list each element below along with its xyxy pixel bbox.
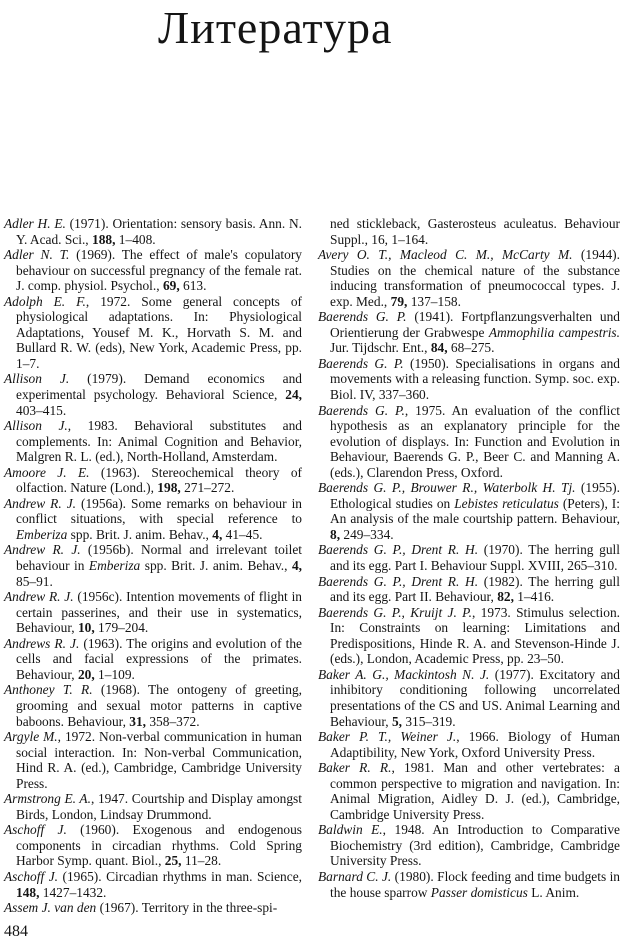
reference-volume: 84, [430, 340, 448, 356]
reference-volume: 31, [129, 713, 147, 729]
reference-text: , 1973. Stimulus selection. In: Constraints on learning: Limitations and Predispositions, Hinde R. A. and Stevenson-Hinde J. (eds.), London, Academic Press, pp. 23–50. [330, 604, 620, 667]
reference-volume: 4, [291, 558, 302, 574]
reference-pages: 179–204. [94, 620, 149, 636]
reference-species: Emberiza [88, 558, 141, 574]
reference-text: , 1972. Non-verbal communication in human social interaction. In: Non-verbal Communication, Hind R. A. (ed.), Cambridge, Cambridge University Press. [16, 729, 303, 791]
reference-author: Baldwin E. [318, 822, 383, 838]
reference-text: (1969). The effect of male's copulatory behaviour on successful pregnancy of the female rat. J. comp. physiol. Psychol., [16, 247, 302, 294]
reference-author: Barnard C. J. [318, 868, 392, 884]
reference-text: (1944). Studies on the chemical nature of the substance inducing transformation of pneumococcal types. J. exp. Med., [330, 247, 620, 309]
reference-volume: 188, [92, 231, 116, 247]
reference-text: , 1972. Some general concepts of physiological adaptations. In: Physiological Adaptations, Yousef M. K., Horvath S. M. and Bullard R. W. (eds), New York, Academic Press, pp. 1–7. [16, 293, 302, 371]
reference-entry [4, 900, 302, 916]
reference-author: Baerends G. P. [318, 402, 405, 418]
reference-author: Baerends G. P., Drent R. H. [318, 573, 479, 589]
reference-entry [318, 356, 620, 403]
reference-pages: 315–319. [402, 713, 456, 729]
reference-entry [318, 542, 620, 573]
reference-author: Andrews R. J. [4, 635, 80, 651]
reference-species: Lebistes reticulatus [454, 495, 559, 511]
reference-volume: 148, [16, 884, 40, 900]
reference-volume: 24, [285, 387, 302, 403]
reference-entry [4, 589, 302, 636]
reference-entry [4, 294, 302, 372]
reference-author: Aschoff J. [4, 822, 67, 838]
reference-entry [4, 216, 302, 247]
reference-volume: 8, [330, 526, 341, 542]
reference-text: (1968). The ontogeny of greeting, grooming and sexual motor patterns in captive baboons. Behaviour, [16, 682, 302, 729]
reference-text: spp. Brit. J. anim. Behav., [67, 526, 213, 542]
reference-author: Baker A. G., Mackintosh N. J. [318, 666, 490, 682]
reference-author: Adler N. T. [4, 247, 70, 263]
reference-entry [318, 667, 620, 729]
reference-entry [4, 822, 302, 869]
reference-text: (1950). Specialisations in organs and movements with a releasing function. Symp. soc. exp. Biol. IV, 337–360. [330, 355, 620, 403]
reference-entry [318, 309, 620, 356]
reference-text: , 1947. Courtship and Display amongst Birds, London, Lindsay Drummond. [16, 791, 302, 822]
reference-volume: 82, [497, 589, 514, 605]
reference-volume: 4, [212, 526, 223, 542]
reference-entry [318, 247, 620, 309]
reference-author: Baerends G. P., Kruijt J. P. [318, 604, 472, 620]
reference-volume: 25, [164, 853, 182, 869]
reference-text: , 1981. Man and other vertebrates: a common perspective to migration and navigation. In: Animal Migration, Aidley D. J. (ed.), Cambridge, Cambridge University Press. [330, 760, 620, 822]
reference-text: (1955). Ethological studies on [330, 480, 620, 511]
reference-text: L. Anim. [527, 884, 580, 900]
reference-author: Andrew R. J. [4, 589, 74, 605]
reference-entry [4, 542, 302, 589]
reference-pages: 41–45. [222, 526, 263, 542]
reference-entry [4, 682, 302, 729]
reference-text: (1977). Excitatory and inhibitory conditioning following uncorrelated presentations of the CS and US. Animal Learning and Behaviour, [330, 666, 620, 729]
reference-volume: 5, [391, 713, 402, 729]
reference-text: (1980). Flock feeding and time budgets in the house sparrow [330, 868, 620, 900]
reference-text: , 1966. Biology of Human Adaptibility, New York, Oxford University Press. [330, 729, 620, 760]
reference-entry [4, 418, 302, 465]
reference-pages: 1–109. [94, 666, 135, 682]
reference-text: (1979). Demand economics and experimental psychology. Behavioral Science, [16, 371, 302, 403]
reference-entry [318, 729, 620, 760]
page-title: Литература [158, 2, 393, 53]
reference-text: (1963). Stereochemical theory of olfaction. Nature (Lond.), [16, 464, 302, 496]
reference-entry [4, 636, 302, 683]
reference-species: Passer domisticus [430, 884, 528, 900]
reference-entry [318, 480, 620, 542]
reference-author: Baerends G. P. [318, 355, 404, 371]
reference-text: , 1948. An Introduction to Comparative Biochemistry (3rd edition), Cambridge, Cambridge University Press. [330, 822, 620, 869]
reference-author: Andrew R. J. [4, 542, 81, 558]
reference-author: Armstrong E. A. [4, 791, 91, 807]
reference-author: Baker R. R. [318, 760, 392, 776]
reference-volume: 69, [162, 278, 180, 294]
reference-text: (1971). Orientation: sensory basis. Ann. N. Y. Acad. Sci., [16, 216, 302, 247]
reference-entry [4, 496, 302, 543]
reference-text: , 1983. Behavioral substitutes and complements. In: Animal Cognition and Behavior, Malgren R. L. (ed.), North-Holland, Amsterdam. [16, 418, 302, 465]
bibliography-right-column [318, 216, 620, 900]
reference-pages: 358–372. [146, 713, 200, 729]
reference-volume: 10, [77, 620, 95, 636]
reference-continuation: ned stickleback, Gasterosteus aculeatus. Behaviour Suppl., 16, 1–164. [330, 216, 620, 247]
reference-text: (1956b). Normal and irrelevant toilet behaviour in [16, 542, 302, 574]
reference-pages: 11–28. [181, 853, 222, 869]
reference-text: (1956c). Intention movements of flight in certain passerines, and their use in systematics, Behaviour, [16, 589, 302, 636]
reference-author: Andrew R. J. [4, 495, 76, 511]
reference-text: (1970). The herring gull and its egg. Part I. Behaviour Suppl. XVIII, 265–310. [330, 542, 620, 574]
reference-text: (1982). The herring gull and its egg. Part II. Behaviour, [330, 573, 620, 605]
reference-entry [4, 371, 302, 418]
reference-author: Assem J. van den [4, 900, 97, 916]
reference-entry [318, 822, 620, 869]
reference-author: Adolph E. F. [4, 293, 86, 309]
page-number: 484 [4, 923, 28, 940]
reference-pages: 1–408. [115, 231, 156, 247]
reference-text: spp. Brit. J. anim. Behav., [140, 558, 292, 574]
reference-text: (1967). Territory in the three-spi- [96, 900, 278, 916]
reference-text: Jur. Tijdschr. Ent., [330, 340, 431, 356]
reference-pages: 403–415. [16, 402, 67, 418]
reference-species: Ammophilia campestris. [488, 324, 620, 340]
reference-pages: 1427–1432. [39, 884, 107, 900]
reference-text: , 1975. An evaluation of the conflict hypothesis as an explanatory principle for the evolution of displays. In: Function and Evolution in Behaviour, Baerends G. P., Beer C. and Manning A. (eds.), Clarendon Press, Oxford. [330, 402, 620, 480]
reference-entry [318, 574, 620, 605]
reference-author: Adler H. E. [4, 216, 66, 231]
reference-entry [4, 791, 302, 822]
reference-entry [318, 760, 620, 822]
reference-pages: 1–416. [513, 589, 555, 605]
reference-volume: 20, [77, 666, 95, 682]
reference-entry [4, 247, 302, 294]
reference-author: Anthoney T. R. [4, 682, 93, 698]
reference-volume: 79, [390, 293, 408, 309]
reference-entry [4, 729, 302, 791]
reference-author: Amoore J. E. [4, 464, 90, 480]
reference-author: Baker P. T., Weiner J. [318, 729, 457, 745]
reference-author: Argyle M. [4, 729, 58, 745]
reference-author: Avery O. T., Macleod C. M., McCarty M. [318, 247, 573, 263]
reference-author: Baerends G. P., Drent R. H. [318, 542, 479, 558]
reference-entry [318, 869, 620, 900]
reference-pages: 85–91. [16, 573, 53, 589]
reference-entry [4, 465, 302, 496]
reference-author: Aschoff J. [4, 868, 58, 884]
reference-text: (1965). Circadian rhythms in man. Science, [58, 868, 302, 884]
reference-text: (1963). The origins and evolution of the cells and facial expressions of the primates. Behaviour, [16, 635, 302, 682]
bibliography-left-column [4, 216, 302, 916]
reference-pages: 68–275. [447, 340, 495, 356]
reference-pages: 271–272. [180, 480, 235, 496]
reference-volume: 198, [157, 480, 181, 496]
reference-author: Allison J. [4, 418, 68, 434]
reference-entry [4, 869, 302, 900]
reference-entry [318, 403, 620, 481]
reference-pages: 613. [179, 278, 207, 294]
reference-author: Baerends G. P. [318, 309, 407, 325]
reference-text: (1941). Fortpflanzungsverhalten und Orientierung der Grabwespe [330, 309, 620, 340]
reference-author: Allison J. [4, 371, 70, 387]
reference-pages: 249–334. [340, 526, 394, 542]
reference-species: Emberiza [16, 526, 68, 542]
reference-author: Baerends G. P., Brouwer R., Waterbolk H. Tj. [318, 480, 576, 496]
reference-pages: 137–158. [407, 293, 461, 309]
reference-text: (1956a). Some remarks on behaviour in conflict situations, with special reference to [16, 495, 302, 527]
reference-text: (1960). Exogenous and endogenous components in circadian rhythms. Cold Spring Harbor Symp. quant. Biol., [16, 822, 302, 869]
reference-text: (Peters), I: An analysis of the male courtship pattern. Behaviour, [330, 495, 620, 527]
reference-entry [318, 605, 620, 667]
